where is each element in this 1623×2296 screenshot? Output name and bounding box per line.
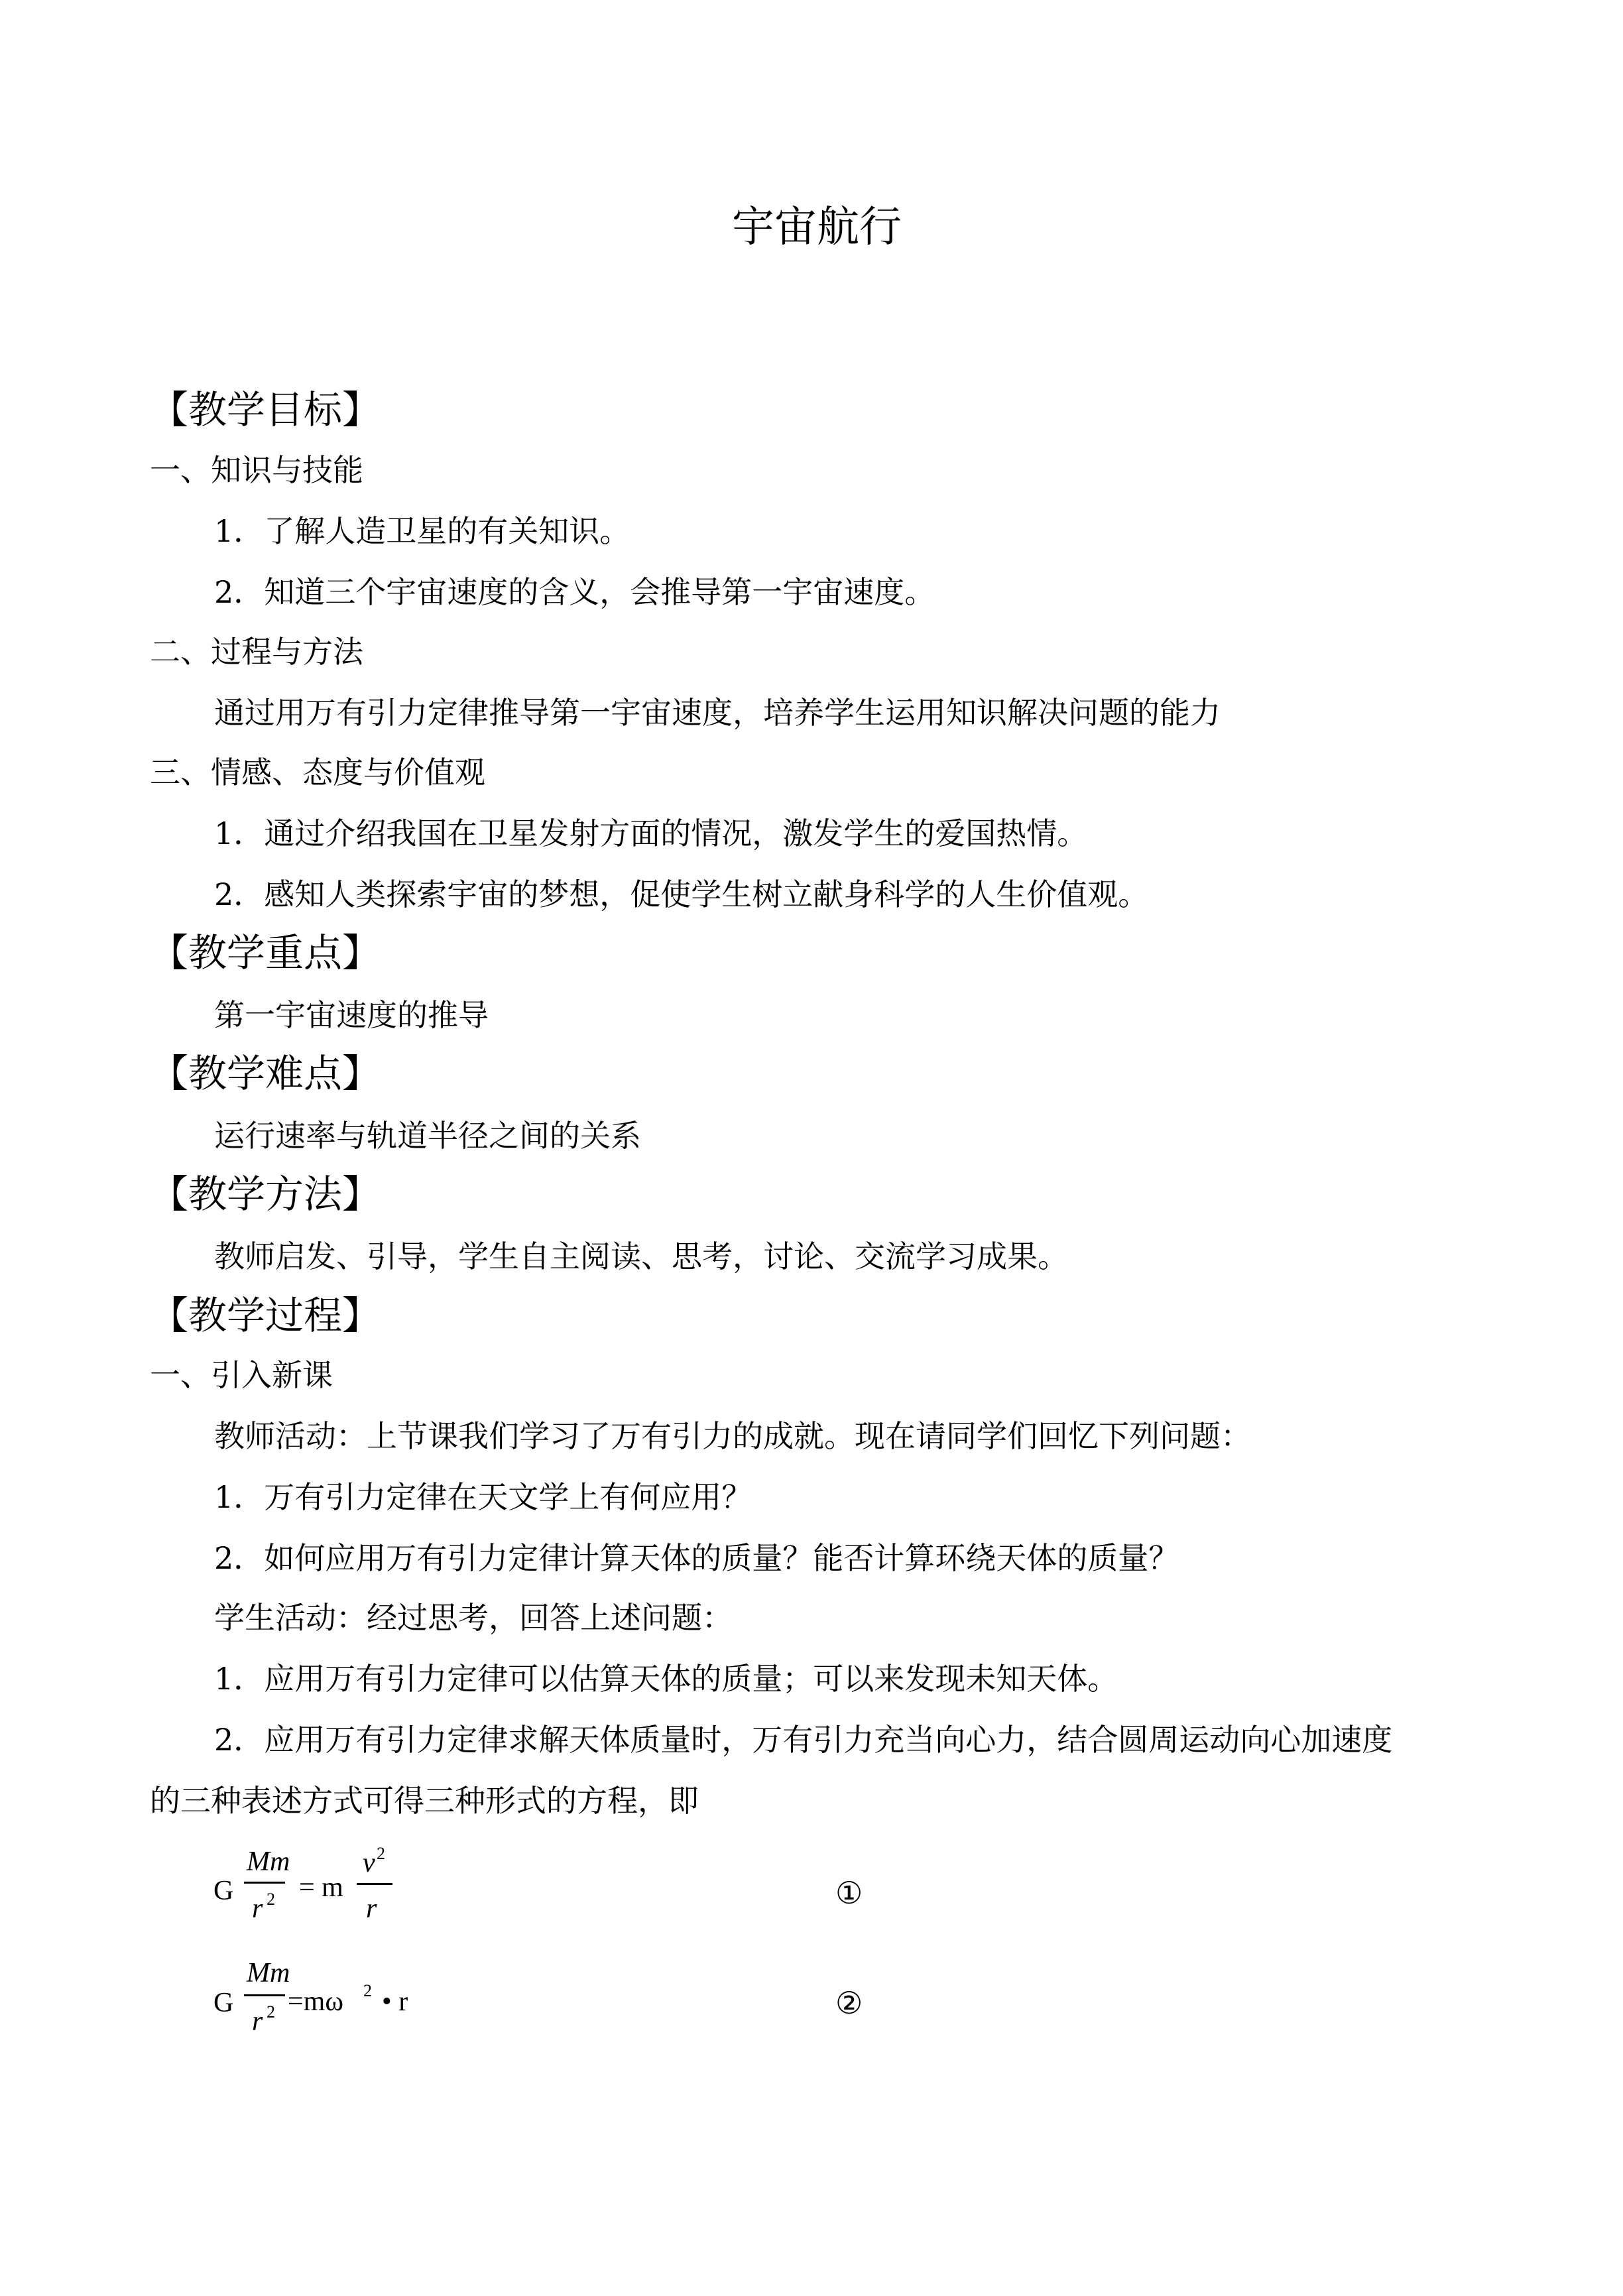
answer-2-line-1: 2．应用万有引力定律求解天体质量时，万有引力充当向心力，结合圆周运动向心加速度 — [214, 1722, 1393, 1758]
eq2-rhs-exp: 2 — [363, 1981, 372, 2000]
key-point-text: 第一宇宙速度的推导 — [214, 997, 489, 1033]
eq2-fraction-line — [244, 1994, 285, 1996]
key-point-heading: 【教学重点】 — [150, 930, 381, 975]
process-method-heading: 二、过程与方法 — [150, 634, 363, 670]
eq2-rhs: =mω — [288, 1986, 343, 2017]
objectives-heading: 【教学目标】 — [150, 387, 381, 432]
eq1-numerator: Mm — [247, 1846, 290, 1877]
process-method-text: 通过用万有引力定律推导第一宇宙速度，培养学生运用知识解决问题的能力 — [214, 695, 1221, 731]
page-title: 宇宙航行 — [732, 203, 902, 252]
eq1-g: G — [213, 1876, 234, 1906]
teacher-activity: 教师活动：上节课我们学习了万有引力的成就。现在请同学们回忆下列问题： — [214, 1418, 1251, 1454]
knowledge-item-1: 1．了解人造卫星的有关知识。 — [214, 513, 631, 549]
eq1-velocity-exp: 2 — [377, 1844, 385, 1863]
eq1-radius: r — [366, 1894, 377, 1924]
attitude-item-1: 1．通过介绍我国在卫星发射方面的情况，激发学生的爱国热情。 — [214, 816, 1088, 851]
knowledge-item-2: 2．知道三个宇宙速度的含义，会推导第一宇宙速度。 — [214, 574, 935, 610]
eq2-denominator: r — [252, 2006, 263, 2037]
eq1-velocity: v — [363, 1848, 375, 1878]
difficulty-text: 运行速率与轨道半径之间的关系 — [214, 1118, 641, 1154]
intro-heading: 一、引入新课 — [150, 1357, 333, 1393]
answer-1: 1．应用万有引力定律可以估算天体的质量；可以来发现未知天体。 — [214, 1661, 1118, 1697]
eq1-equals-m: = m — [299, 1872, 343, 1903]
attitude-item-2: 2．感知人类探索宇宙的梦想，促使学生树立献身科学的人生价值观。 — [214, 876, 1149, 912]
answer-2-line-2: 的三种表述方式可得三种形式的方程，即 — [150, 1783, 699, 1819]
eq1-denominator: r — [252, 1894, 263, 1924]
eq2-numerator: Mm — [247, 1958, 290, 1988]
eq2-g: G — [213, 1988, 234, 2018]
eq2-label: ② — [835, 1985, 863, 2021]
attitude-heading: 三、情感、态度与价值观 — [150, 755, 485, 790]
process-heading: 【教学过程】 — [150, 1293, 381, 1338]
eq2-rhs-tail: • r — [382, 1986, 408, 2017]
question-2: 2．如何应用万有引力定律计算天体的质量？能否计算环绕天体的质量？ — [214, 1540, 1179, 1576]
difficulty-heading: 【教学难点】 — [150, 1051, 381, 1096]
student-activity: 学生活动：经过思考，回答上述问题： — [214, 1600, 733, 1636]
eq1-fraction-line-1 — [244, 1882, 285, 1884]
method-text: 教师启发、引导，学生自主阅读、思考，讨论、交流学习成果。 — [214, 1239, 1068, 1274]
eq1-fraction-line-2 — [357, 1883, 392, 1885]
question-1: 1．万有引力定律在天文学上有何应用？ — [214, 1479, 752, 1515]
eq2-denominator-exp: 2 — [267, 2002, 275, 2022]
method-heading: 【教学方法】 — [150, 1172, 381, 1217]
knowledge-skills-heading: 一、知识与技能 — [150, 452, 363, 488]
eq1-label: ① — [835, 1875, 863, 1911]
eq1-denominator-exp: 2 — [267, 1890, 275, 1909]
